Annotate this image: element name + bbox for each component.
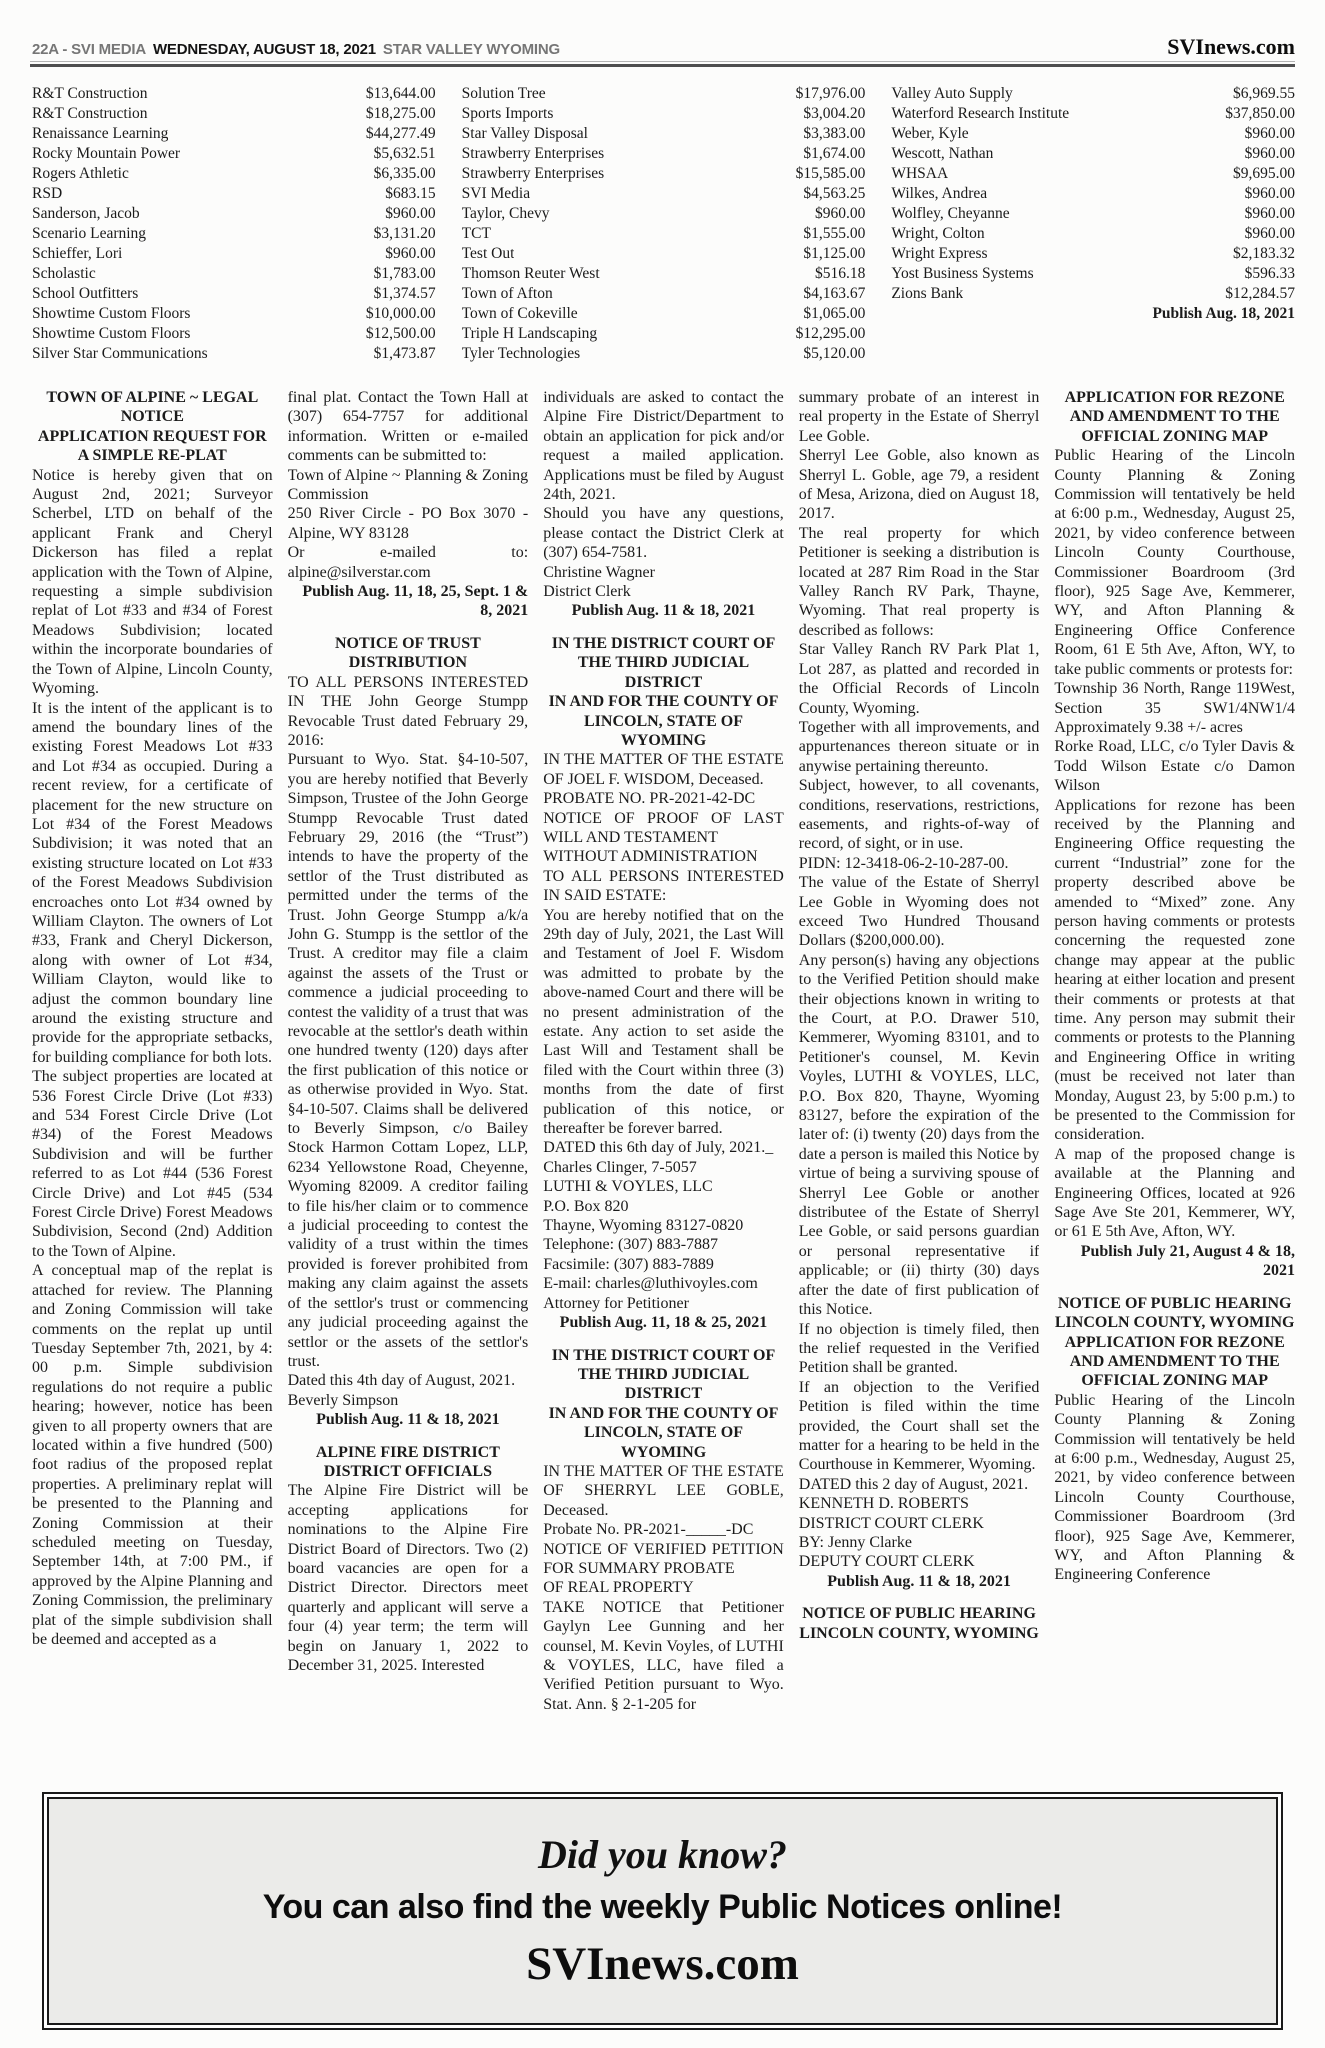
payment-amount: $2,183.32 (1233, 245, 1296, 262)
notice-paragraph: You are hereby notified that on the 29th day of July, 2021, the Last Will and Testament of Joel F. Wisdom was admitted to probate by the above-named Court and there will be no present administration of the estate. Any action to set aside the Last Will and Testament shall be filed with the Court within three (3) months from the date of first publication of this notice, or thereafter be forever barred. (543, 906, 784, 1138)
payment-amount: $37,850.00 (1225, 105, 1296, 122)
payment-row (462, 104, 866, 124)
payment-row (32, 84, 436, 104)
notice-paragraph: TO ALL PERSONS INTERESTED IN SAID ESTATE: (543, 867, 784, 905)
notice-column-4 (799, 388, 1040, 1780)
payee-name: Renaissance Learning (32, 125, 169, 142)
payee-name: Wescott, Nathan (891, 145, 994, 162)
payment-row (32, 144, 436, 164)
notice-heading: IN AND FOR THE COUNTY OF LINCOLN, STATE OF WYOMING (548, 693, 779, 749)
notice-paragraph: NOTICE OF VERIFIED PETITION FOR SUMMARY PROBATE (543, 1540, 784, 1577)
notice-paragraph: LUTHI & VOYLES, LLC (543, 1178, 713, 1196)
payee-name: Wilkes, Andrea (891, 185, 988, 202)
payment-amount: $1,555.00 (803, 225, 866, 242)
notice-heading: APPLICATION REQUEST FOR A SIMPLE RE-PLAT (37, 427, 267, 465)
payee-name: Rocky Mountain Power (32, 145, 181, 162)
notice-paragraph: Or e-mailed to: alpine@silverstar.com (287, 544, 529, 581)
notice-heading: IN THE DISTRICT COURT OF THE THIRD JUDICIAL DISTRICT (551, 634, 776, 691)
notice-paragraph: OF REAL PROPERTY (543, 1579, 694, 1597)
banner-heading: Did you know? (538, 1832, 787, 1877)
notice-paragraph: The subject properties are located at 536 Forest Circle Drive (Lot #33) and 534 Forest Circle Drive (Lot #34) of the Forest Meadows Subdivision and will be further referred to as Lot #44 (536 Forest Circle Drive) and Lot #45 (534 Forest Circle Drive) Forest Meadows Subdivision, Second (2nd) Addition to the Town of Alpine. (32, 1068, 273, 1260)
payment-row (32, 264, 436, 284)
notice-paragraph: It is the intent of the applicant is to amend the boundary lines of the existing Forest Meadows Lot #33 and Lot #34 as occupied. During a recent review, for a certificate of placement for the new structure on Lot #34 of the Forest Meadows Subdivision; it was noted that an existing structure located on Lot #33 of the Forest Meadows Subdivision encroaches onto Lot #34 owned by William Clayton. The owners of Lot #33, Frank and Cheryl Dickerson, along with owner of Lot #34, William Clayton, would like to adjust the common boundary line around the existing structure and provide for the appropriate setbacks, for building compliance for both lots. (32, 699, 273, 1066)
payment-row (32, 204, 436, 224)
payee-name: Town of Cokeville (461, 305, 578, 322)
payee-name: Showtime Custom Floors (32, 325, 191, 342)
payment-row (462, 84, 866, 104)
payment-amount: $960.00 (1244, 225, 1296, 242)
payment-amount: $960.00 (385, 245, 436, 262)
notice-paragraph: P.O. Box 820 (543, 1197, 629, 1215)
payment-row (462, 124, 866, 144)
notice-paragraph: Telephone: (307) 883-7887 (543, 1236, 719, 1254)
payment-amount: $12,295.00 (795, 325, 866, 342)
notice-heading: ALPINE FIRE DISTRICT DISTRICT OFFICIALS (315, 1443, 500, 1480)
notice-paragraph: KENNETH D. ROBERTS (798, 1495, 969, 1513)
notice-paragraph: Star Valley Ranch RV Park Plat 1, Lot 287, as platted and recorded in the Official Records of Lincoln County, Wyoming. (798, 641, 1040, 717)
notice-heading: TOWN OF ALPINE ~ LEGAL NOTICE (46, 389, 259, 426)
masthead-rule (30, 61, 1295, 67)
page-edition: 22A - SVI MEDIA (32, 41, 146, 58)
notice-paragraph: A conceptual map of the replat is attached for review. The Planning and Zoning Commission will take comments on the replat up until Tuesday September 7th, 2021, by 4: 00 p.m. Simple subdivision regulations do not require a public hearing; however, notice has been given to all property owners that are located within a five hundred (500) foot radius of the proposed replat properties. A preliminary replat will be presented to the Planning and Zoning Commission at their scheduled meeting on Tuesday, September 14th, at 7:00 PM., if approved by the Alpine Planning and Zoning Commission, the preliminary plat of the simple subdivision shall be deemed and accepted as a (32, 1262, 273, 1648)
payment-row (891, 184, 1295, 204)
masthead-left (32, 41, 560, 58)
issue-date: WEDNESDAY, AUGUST 18, 2021 (152, 41, 376, 58)
payee-name: Sanderson, Jacob (32, 205, 140, 222)
notice-paragraph: The value of the Estate of Sherryl Lee Goble in Wyoming does not exceed Two Hundred Thousand Dollars ($200,000.00). (798, 874, 1040, 950)
notice-column-1 (32, 388, 273, 1780)
notice-heading: APPLICATION FOR REZONE AND AMENDMENT TO THE OFFICIAL ZONING MAP (1064, 389, 1285, 445)
banner-site-url: SVInews.com (526, 1938, 799, 1990)
payment-amount: $9,695.00 (1233, 165, 1296, 182)
payment-row (32, 224, 436, 244)
notice-paragraph: If an objection to the Verified Petition is filed within the time provided, the Court shall set the matter for a hearing to be held in the Courthouse in Kemmerer, Wyoming. (798, 1378, 1040, 1474)
payment-row (32, 184, 436, 204)
notice-paragraph: Public Hearing of the Lincoln County Planning & Zoning Commission will tentatively be held at 6:00 p.m., Wednesday, August 25, 2021, by video conference between Lincoln County Courthouse, Commissioner Boardroom (3rd floor), 925 Sage Ave, Kemmerer, WY, and Afton Planning & Engineering Conference (1054, 1391, 1295, 1584)
notice-paragraph: Together with all improvements, and appurtenances thereon situate or in anywise pertaining thereunto. (798, 718, 1040, 775)
payment-amount: $960.00 (1244, 125, 1296, 142)
payment-amount: $683.15 (385, 185, 436, 202)
payment-row (462, 324, 866, 344)
payee-name: Sports Imports (461, 105, 554, 122)
payment-amount: $15,585.00 (795, 165, 866, 182)
payment-row (891, 204, 1295, 224)
payment-amount: $1,674.00 (803, 145, 866, 162)
publish-line: Publish Aug. 11, 18, 25, Sept. 1 & 8, 2021 (302, 583, 529, 620)
payee-name: RSD (32, 185, 63, 202)
payee-name: SVI Media (461, 185, 531, 202)
payment-row (32, 304, 436, 324)
payments-column-2 (462, 84, 866, 364)
payment-amount: $1,065.00 (803, 305, 866, 322)
notice-paragraph: NOTICE OF PROOF OF LAST WILL AND TESTAMENT (543, 809, 784, 846)
payee-name: R&T Construction (32, 105, 148, 122)
notice-heading: IN THE DISTRICT COURT OF THE THIRD JUDICIAL DISTRICT (551, 1346, 776, 1403)
payment-row (462, 244, 866, 264)
payment-row (891, 124, 1295, 144)
payee-name: Wright Express (891, 245, 988, 262)
payment-row (32, 284, 436, 304)
payment-amount: $960.00 (1244, 145, 1296, 162)
publish-line: Publish Aug. 11 & 18, 2021 (316, 1411, 500, 1429)
payment-row (891, 224, 1295, 244)
notice-paragraph: Charles Clinger, 7-5057 (543, 1158, 697, 1176)
notice-paragraph: Attorney for Petitioner (543, 1294, 689, 1312)
masthead (32, 34, 1295, 60)
notice-heading: NOTICE OF TRUST DISTRIBUTION (334, 634, 481, 672)
payee-name: Valley Auto Supply (891, 85, 1013, 102)
notice-paragraph: TO ALL PERSONS INTERESTED IN THE John George Stumpp Revocable Trust dated February 29, 2016: (287, 673, 529, 749)
payment-row (891, 244, 1295, 264)
payee-name: Test Out (461, 245, 515, 262)
notice-paragraph: Pursuant to Wyo. Stat. §4-10-507, you are hereby notified that Beverly Simpson, Trustee of the John George Stumpp Revocable Trust dated February 29, 2016 (the “Trust”) intends to have the property of the settlor of the Trust distributed as permitted under the terms of the Trust. John George Stumpp a/k/a John G. Stumpp is the settlor of the Trust. A creditor may file a claim against the assets of the Trust or commence a judicial proceeding to contest the validity of a trust that was revocable at the settlor's death within one hundred twenty (120) days after the first publication of this notice or as otherwise provided in Wyo. Stat. §4-10-507. Claims shall be delivered to Beverly Simpson, c/o Bailey Stock Harmon Cottam Lopez, LLP, 6234 Yellowstone Road, Cheyenne, Wyoming 82009. A creditor failing to file his/her claim or to commence a judicial proceeding to contest the validity of a trust within the times provided is forever prohibited from making any claim against the assets of the settlor's trust or commencing any judicial proceeding against the settlor or the assets of the settlor's trust. (287, 751, 529, 1370)
notice-paragraph: Any person(s) having any objections to the Verified Petition should make their objections known in writing to the Court, at P.O. Drawer 510, Kemmerer, Wyoming 83101, and to Petitioner's counsel, M. Kevin Voyles, LUTHI & VOYLES, LLC, P.O. Box 820, Thayne, Wyoming 83127, before the expiration of the later of: (i) twenty (20) days from the date a person is mailed this Notice by virtue of being a surviving spouse of Sherryl Lee Goble or another distributee of the Estate of Sherryl Lee Goble, or said persons guardian or personal representative if applicable; or (ii) thirty (30) days after the date of first publication of this Notice. (798, 951, 1040, 1319)
notice-paragraph: A map of the proposed change is available at the Planning and Engineering Offices, located at 926 Sage Ave Ste 201, Kemmerer, WY, or 61 E 5th Ave, Afton, WY. (1054, 1145, 1295, 1241)
payment-row (891, 144, 1295, 164)
payee-name: Thomson Reuter West (461, 265, 600, 282)
region-name: STAR VALLEY WYOMING (382, 41, 560, 58)
payment-amount: $596.33 (1244, 265, 1296, 282)
notice-paragraph: Thayne, Wyoming 83127-0820 (543, 1217, 744, 1235)
payments-column-1 (32, 84, 436, 364)
publish-line: Publish Aug. 11 & 18, 2021 (571, 602, 756, 620)
payee-name: Schieffer, Lori (32, 245, 123, 262)
payee-name: Waterford Research Institute (891, 105, 1070, 122)
notice-paragraph: PIDN: 12-3418-06-2-10-287-00. (798, 854, 1009, 872)
payee-name: Wolfley, Cheyanne (891, 205, 1010, 222)
payment-row (891, 84, 1295, 104)
notice-paragraph: Rorke Road, LLC, c/o Tyler Davis & Todd Wilson Estate c/o Damon Wilson (1054, 738, 1295, 795)
payment-amount: $4,163.67 (803, 285, 866, 302)
payment-amount: $6,969.55 (1233, 85, 1296, 102)
payee-name: Silver Star Communications (32, 345, 208, 362)
notice-paragraph: Notice is hereby given that on August 2nd, 2021; Surveyor Scherbel, LTD on behalf of the applicant Frank and Cheryl Dickerson has filed a replat application with the Town of Alpine, requesting a simple subdivision replat of Lot #33 and #34 of Forest Meadows Subdivision; located within the incorporate boundaries of the Town of Alpine, Lincoln County, Wyoming. (32, 466, 273, 698)
payment-amount: $960.00 (385, 205, 436, 222)
notice-paragraph: Facsimile: (307) 883-7889 (543, 1255, 714, 1273)
notice-paragraph: District Clerk (543, 583, 631, 601)
banner-message: You can also find the weekly Public Notices online! (262, 1888, 1063, 1926)
notice-paragraph: individuals are asked to contact the Alpine Fire District/Department to obtain an application for pick and/or request a mailed application. Applications must be filed by August 24th, 2021. (543, 389, 784, 504)
notice-paragraph: The real property for which Petitioner is seeking a distribution is located at 287 Rim Road in the Star Valley Ranch RV Park, Thayne, Wyoming. That real property is described as follows: (798, 524, 1040, 639)
notice-paragraph: 250 River Circle - PO Box 3070 - Alpine, WY 83128 (287, 505, 529, 542)
payee-name: Zions Bank (891, 285, 964, 302)
payee-name: Star Valley Disposal (461, 125, 588, 142)
notice-paragraph: DEPUTY COURT CLERK (798, 1553, 975, 1571)
payee-name: Solution Tree (461, 85, 546, 102)
notice-heading: APPLICATION FOR REZONE AND AMENDMENT TO THE OFFICIAL ZONING MAP (1064, 1333, 1285, 1390)
notice-paragraph: BY: Jenny Clarke (798, 1533, 912, 1551)
payment-row (462, 164, 866, 184)
payment-row (891, 164, 1295, 184)
notice-heading: NOTICE OF PUBLIC HEARING LINCOLN COUNTY, WYOMING (1054, 1294, 1295, 1332)
notice-paragraph: Township 36 North, Range 119West, Section 35 SW1/4NW1/4 Approximately 9.38 +/- acres (1054, 680, 1295, 736)
payment-amount: $5,120.00 (803, 345, 866, 362)
notice-paragraph: If no objection is timely filed, then the relief requested in the Verified Petition shall be granted. (798, 1320, 1040, 1377)
payment-row (891, 104, 1295, 124)
online-banner (42, 1792, 1283, 2030)
payment-amount: $10,000.00 (365, 305, 436, 322)
notice-paragraph: final plat. Contact the Town Hall at (307) 654-7757 for additional information. Written or e-mailed comments can be submitted to: (287, 389, 529, 465)
notice-paragraph: Beverly Simpson (287, 1391, 399, 1409)
notice-paragraph: Public Hearing of the Lincoln County Planning & Zoning Commission will tentatively be held at 6:00 p.m., Wednesday, August 25, 2021, by video conference between Lincoln County Courthouse, Commissioner Boardroom (3rd floor), 925 Sage Ave, Kemmerer, WY, and Afton Planning & Engineering Office Conference Room, 61 E 5th Ave, Afton, WY, to take public comments or protests for: (1054, 447, 1295, 678)
notice-paragraph: IN THE MATTER OF THE ESTATE OF JOEL F. WISDOM, Deceased. (543, 751, 784, 788)
payment-amount: $1,125.00 (803, 245, 866, 262)
payee-name: Triple H Landscaping (461, 325, 598, 342)
payee-name: Yost Business Systems (891, 265, 1034, 282)
payment-row (32, 104, 436, 124)
payment-row (462, 304, 866, 324)
payment-row (462, 284, 866, 304)
payee-name: Tyler Technologies (461, 345, 581, 362)
payments-table (32, 84, 1295, 364)
payment-amount: $3,383.00 (803, 125, 866, 142)
payee-name: School Outfitters (32, 285, 139, 302)
notice-heading: NOTICE OF PUBLIC HEARING LINCOLN COUNTY, WYOMING (799, 1605, 1039, 1642)
payment-amount: $960.00 (1244, 185, 1296, 202)
payment-row (32, 244, 436, 264)
online-banner-inner (47, 1797, 1278, 2025)
payment-row (891, 284, 1295, 304)
payment-amount: $12,500.00 (365, 325, 436, 342)
payment-amount: $18,275.00 (365, 105, 436, 122)
payment-amount: $13,644.00 (365, 85, 436, 102)
payment-amount: $960.00 (814, 205, 866, 222)
notice-paragraph: IN THE MATTER OF THE ESTATE OF SHERRYL LEE GOBLE, Deceased. (543, 1462, 784, 1519)
payment-amount: $960.00 (1244, 205, 1296, 222)
payment-amount: $516.18 (814, 265, 866, 282)
notice-paragraph: DATED this 6th day of July, 2021._ (543, 1139, 774, 1157)
payee-name: R&T Construction (32, 85, 148, 102)
payee-name: Scholastic (32, 265, 96, 282)
notice-paragraph: PROBATE NO. PR-2021-42-DC (543, 790, 756, 808)
notice-paragraph: Christine Wagner (543, 563, 655, 581)
notice-paragraph: The Alpine Fire District will be accepting applications for nominations to the Alpine Fire District Board of Directors. Two (2) board vacancies are open for a District Director. Directors meet quarterly and applicant will serve a four (4) year term; the term will begin on January 1, 2022 to December 31, 2025. Interested (287, 1482, 529, 1674)
payee-name: Weber, Kyle (891, 125, 969, 142)
payee-name: Strawberry Enterprises (461, 145, 605, 162)
notice-paragraph: Sherryl Lee Goble, also known as Sherryl L. Goble, age 79, a resident of Mesa, Arizona, died on August 18, 2017. (798, 447, 1040, 523)
notice-column-2 (288, 388, 529, 1780)
payment-row (462, 224, 866, 244)
publish-line: Publish July 21, August 4 & 18, 2021 (1080, 1242, 1295, 1280)
payment-amount: $6,335.00 (373, 165, 436, 182)
payee-name: Town of Afton (461, 285, 553, 302)
notice-paragraph: summary probate of an interest in real property in the Estate of Sherryl Lee Goble. (798, 389, 1040, 445)
payment-amount: $5,632.51 (373, 145, 436, 162)
payee-name: Wright, Colton (891, 225, 985, 242)
payment-amount: $1,473.87 (373, 345, 436, 362)
notice-column-3 (543, 388, 784, 1780)
site-name: SVInews.com (1167, 34, 1295, 59)
publish-line: Publish Aug. 11 & 18, 2021 (827, 1572, 1011, 1590)
notice-paragraph: Applications for rezone has been received by the Planning and Engineering Office requesting the current “Industrial” zone for the property described above be amended to “Mixed” zone. Any person having comments or protests concerning the requested zone change may appear at the public hearing at either location and present their comments or protests at that time. Any person may submit their comments or protests to the Planning and Engineering Office in writing (must be received not later than Monday, August 23, by 5:00 p.m.) to be presented to the Commission for consideration. (1054, 796, 1295, 1144)
payment-row (462, 184, 866, 204)
notice-paragraph: Probate No. PR-2021-_____-DC (543, 1521, 754, 1539)
payment-row (32, 164, 436, 184)
notice-paragraph: TAKE NOTICE that Petitioner Gaylyn Lee Gunning and her counsel, M. Kevin Voyles, of LUTHI & VOYLES, LLC, have filed a Verified Petition pursuant to Wyo. Stat. Ann. § 2-1-205 for (543, 1598, 784, 1713)
notice-paragraph: Subject, however, to all covenants, conditions, reservations, restrictions, easements, and rights-of-way of record, of sight, or in use. (798, 777, 1040, 853)
payee-name: Taylor, Chevy (461, 205, 550, 222)
payee-name: Scenario Learning (32, 225, 147, 242)
payee-name: Strawberry Enterprises (461, 165, 605, 182)
payee-name: Rogers Athletic (32, 165, 129, 182)
publish-line: Publish Aug. 18, 2021 (1152, 305, 1296, 322)
payment-amount: $3,131.20 (373, 225, 436, 242)
notice-paragraph: Town of Alpine ~ Planning & Zoning Commission (287, 466, 529, 504)
notice-heading: IN AND FOR THE COUNTY OF LINCOLN, STATE OF WYOMING (548, 1404, 779, 1461)
notice-paragraph: DISTRICT COURT CLERK (798, 1514, 984, 1532)
payments-column-3 (891, 84, 1295, 364)
payment-amount: $1,374.57 (373, 285, 436, 302)
notice-paragraph: E-mail: charles@luthivoyles.com (543, 1275, 758, 1293)
payment-amount: $44,277.49 (365, 125, 436, 142)
payment-amount: $3,004.20 (803, 105, 866, 122)
payment-row (462, 344, 866, 364)
notice-column-5 (1054, 388, 1295, 1780)
legal-notices (32, 388, 1295, 1780)
payment-row (32, 344, 436, 364)
publish-line: Publish Aug. 11, 18 & 25, 2021 (559, 1314, 768, 1332)
payee-name: WHSAA (891, 165, 949, 182)
notice-paragraph: WITHOUT ADMINISTRATION (543, 848, 758, 866)
payment-row (462, 144, 866, 164)
payment-row (891, 264, 1295, 284)
payee-name: Showtime Custom Floors (32, 305, 191, 322)
payee-name: TCT (461, 225, 491, 242)
notice-paragraph: Should you have any questions, please contact the District Clerk at (307) 654-7581. (543, 505, 784, 562)
payment-row (462, 264, 866, 284)
payment-amount: $4,563.25 (803, 185, 866, 202)
payment-row (462, 204, 866, 224)
payment-row (32, 324, 436, 344)
payment-amount: $1,783.00 (373, 265, 436, 282)
payment-amount: $17,976.00 (795, 85, 866, 102)
payment-row (32, 124, 436, 144)
payment-amount: $12,284.57 (1225, 285, 1296, 302)
notice-paragraph: DATED this 2 day of August, 2021. (798, 1475, 1029, 1493)
notice-paragraph: Dated this 4th day of August, 2021. (287, 1372, 516, 1390)
